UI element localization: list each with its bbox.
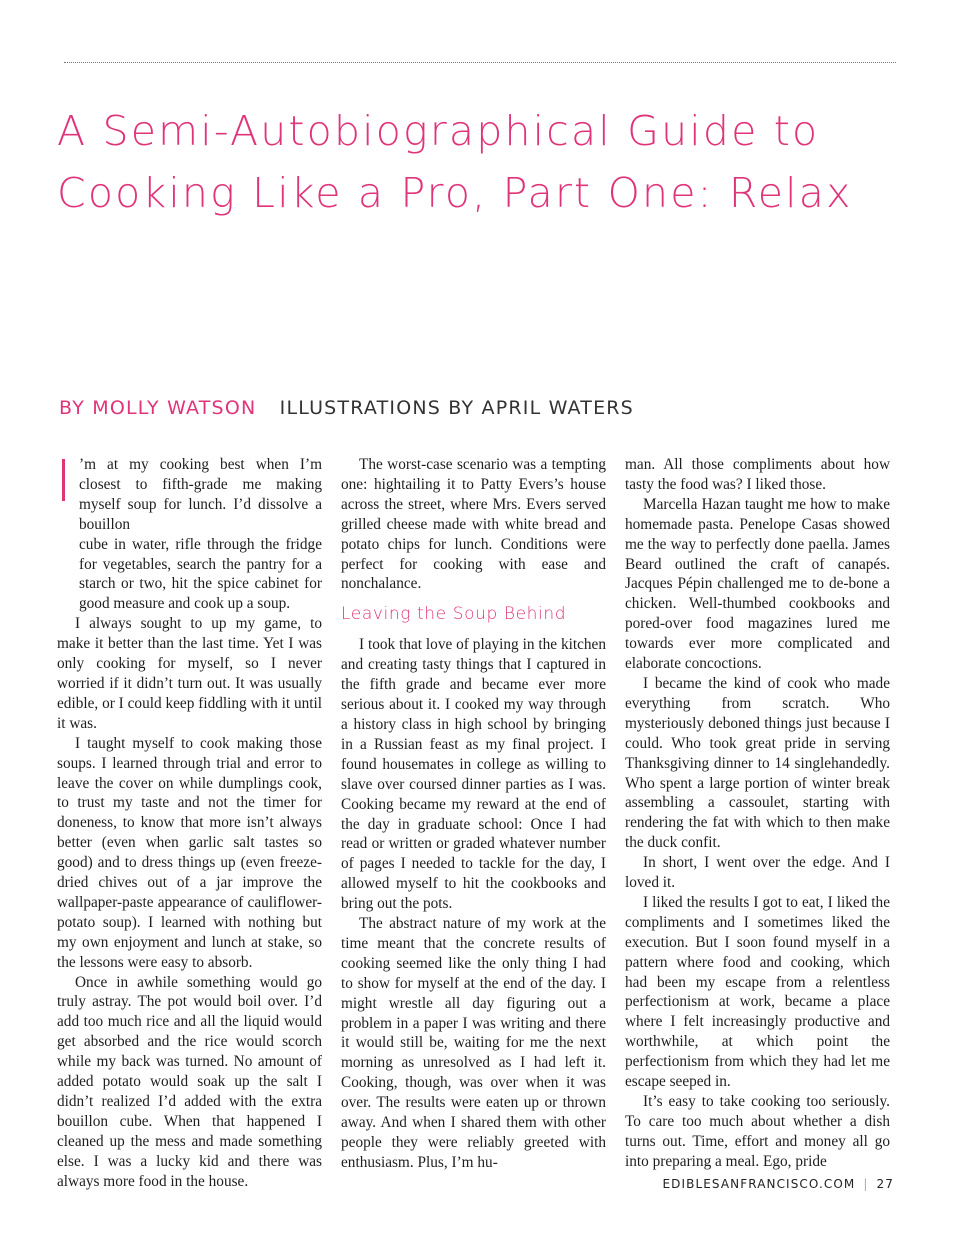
article-column-1 — [57, 455, 322, 1192]
top-dotted-rule — [64, 62, 896, 63]
article-column-2 — [341, 455, 606, 1173]
byline — [59, 397, 634, 419]
paragraph: man. All those compliments about how tasty the food was? I liked those. — [625, 456, 890, 493]
page-number: 27 — [876, 1177, 894, 1191]
paragraph: I took that love of playing in the kitchen and creating tasty things that I captured in the fifth grade and became ever more serious about it. I cooked my way through a history class in high school by bringing in a Russian feast as my final project. I found housemates in college as willing to slave over coursed dinner parties as I was. Cooking became my reward at the end of the day in graduate school: Once I had read or written or graded whatever number of pages I needed to tackle for the day, I allowed myself to hit the cookbooks and bring out the pots. — [341, 636, 606, 913]
paragraph-text: ’m at my cooking best when I’m closest to fifth-grade me making myself soup for lunch. I’d dissolve a bouillon — [79, 456, 322, 533]
illustrator-credit: ILLUSTRATIONS BY APRIL WATERS — [279, 397, 634, 419]
page-footer — [662, 1177, 894, 1191]
paragraph: It’s easy to take cooking too seriously. To care too much about whether a dish turns out. Time, effort and money all go into preparing a meal. Ego, pride — [625, 1093, 890, 1170]
paragraph: Once in awhile something would go truly astray. The pot would boil over. I’d add too much rice and all the liquid would get absorbed and the rice would scorch while my back was turned. No amount of added potato would soak up the salt I didn’t realized I’d added with the extra bouillon cube. When that happened I cleaned up the mess and made something else. I was a lucky kid and there was always more food in the house. — [57, 973, 322, 1190]
footer-site: EDIBLESANFRANCISCO.COM — [662, 1177, 856, 1191]
paragraph: Marcella Hazan taught me how to make homemade pasta. Penelope Casas showed me the way to perfectly done paella. James Beard outlined the craft of canapés. Jacques Pépin challenged me to de-bone a chicken. Well-thumbed cookbooks and pored-over food magazines lured me towards ever more complicated and elaborate concoctions. — [625, 495, 890, 673]
paragraph: I taught myself to cook making those soups. I learned through trial and error to leave the cover on while dumplings cook, to trust my taste and not the timer for doneness, to know that more isn’t always better (even when garlic salt tastes so good) and to dress things up (even freeze-dried chives out of a jar improve the wallpaper-paste appearance of cauliflower-potato soup). I learned with nothing but my own enjoyment and lunch at stake, so the lessons were easy to absorb. — [57, 734, 322, 971]
paragraph: The abstract nature of my work at the time meant that the concrete results of cooking seemed like the only thing I had to show for myself at the end of the day. I might wrestle all day figuring out a problem in a paper I was writing and there it would still be, waiting for me the next morning as unresolved as I had left it. Cooking, though, was over when it was over. The results were eaten up or thrown away. And when I shared them with other people they were reliably greeted with enthusiasm. Plus, I’m hu- — [341, 915, 606, 1171]
article-title: A Semi-Autobiographical Guide to Cooking Like a Pro, Part One: Relax — [57, 107, 853, 217]
section-subhead: Leaving the Soup Behind — [341, 604, 567, 625]
author-credit: BY MOLLY WATSON — [59, 397, 257, 419]
paragraph-text: cube in water, rifle through the fridge for vegetables, search the pantry for a starch or two, hit the spice cabinet for good measure and cook up a soup. — [79, 535, 322, 613]
paragraph: In short, I went over the edge. And I loved it. — [625, 854, 890, 892]
paragraph: I always sought to up my game, to make it better than the last time. Yet I was only cooking for myself, so I never worried if it didn’t turn out. It was usually edible, or I could keep fiddling with it until it was. — [57, 615, 322, 732]
paragraph: I liked the results I got to eat, I liked the compliments and I sometimes liked the execution. But I soon found myself in a pattern where food and cooking, which had been my escape from a relentless perfectionism at work, became a place where I felt increasingly productive and worthwhile, at which point the perfectionism from which they had let me escape seeped in. — [625, 893, 890, 1091]
drop-cap-i — [62, 459, 65, 501]
article-column-3 — [625, 455, 890, 1172]
footer-separator: | — [863, 1177, 869, 1191]
paragraph: The worst-case scenario was a tempting one: hightailing it to Patty Evers’s house across the street, where Mrs. Evers served grilled cheese made with white bread and potato chips for lunch. Conditions were perfect for cooking with ease and nonchalance. — [341, 456, 606, 593]
first-paragraph — [57, 455, 322, 614]
paragraph: I became the kind of cook who made everything from scratch. Who mysteriously deboned things just because I could. Who took great pride in serving Thanksgiving dinner to 14 singlehandedly. Who spent a large portion of winter break assembling a cassoulet, starting with rendering the fat with which to then make the duck confit. — [625, 674, 890, 852]
